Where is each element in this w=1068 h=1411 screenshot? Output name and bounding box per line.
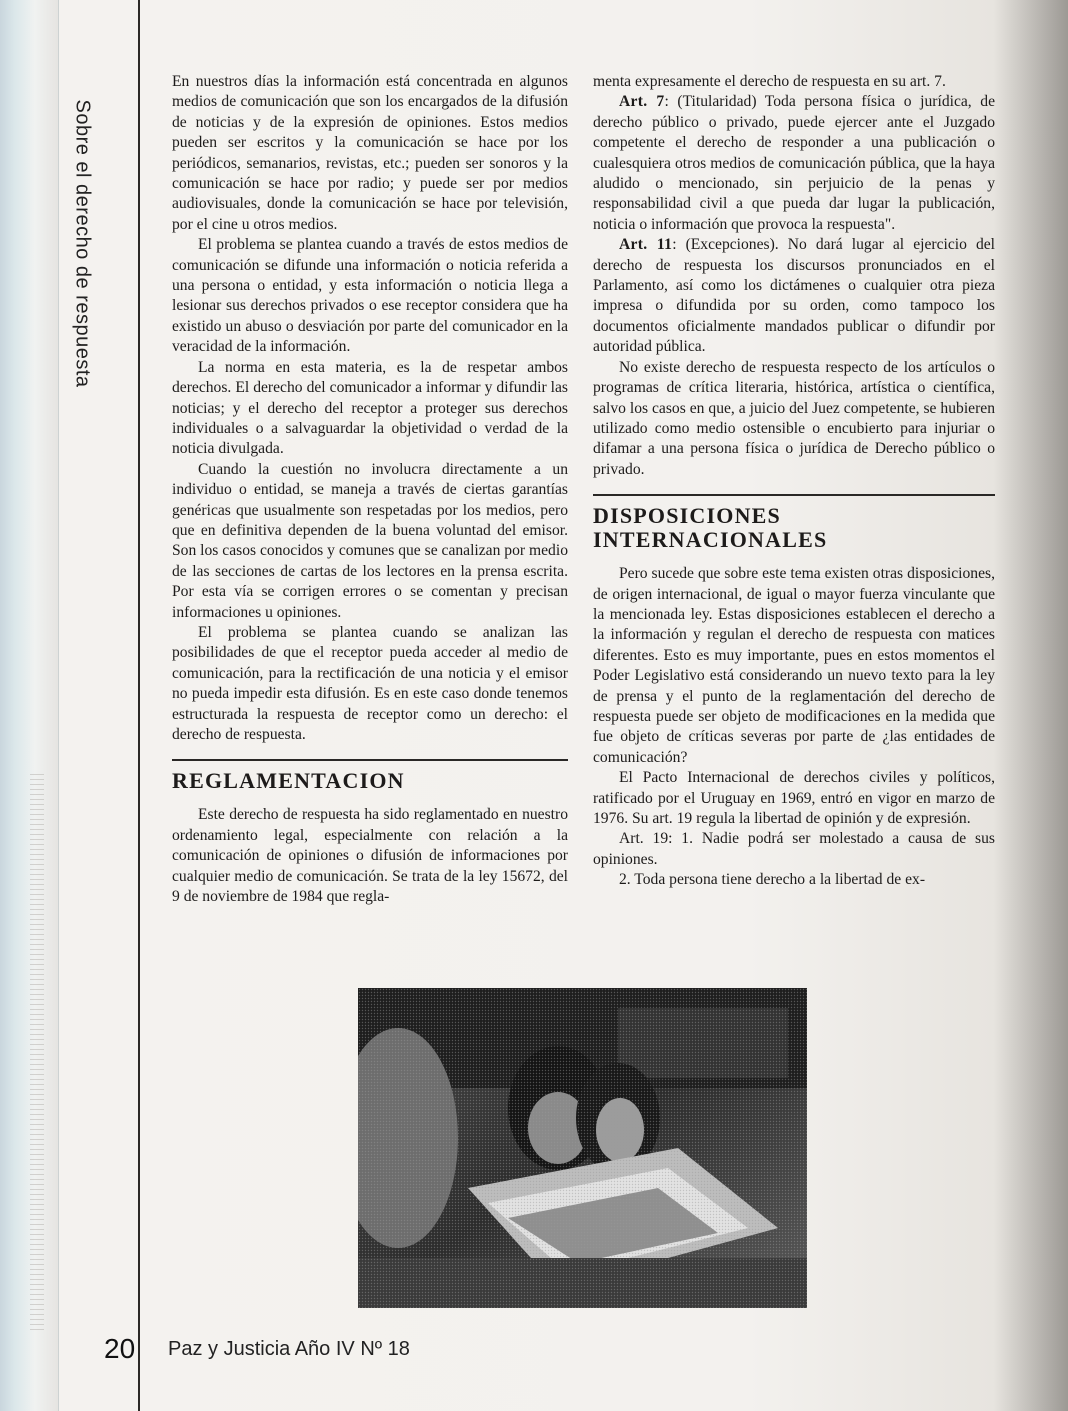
section-rule	[593, 494, 995, 496]
right-column	[593, 72, 995, 891]
section-heading-reglamentacion: REGLAMENTACION	[172, 768, 405, 794]
paragraph: Este derecho de respuesta ha sido reglamentado en nuestro ordenamiento legal, especialmente con relación a la comunicación de opiniones o difusión de informaciones por cualquier medio de comunicación. Se trata de la ley 15672, del 9 de noviembre de 1984 que regla-	[172, 806, 568, 906]
stacked-page-edges	[30, 770, 44, 1330]
left-column	[172, 72, 568, 907]
side-title: Sobre el derecho de respuesta	[71, 99, 94, 388]
paragraph: 2. Toda persona tiene derecho a la libertad de ex-	[619, 871, 926, 889]
paragraph: Pero sucede que sobre este tema existen otras disposiciones, de origen internacional, de igual o mayor fuerza vinculante que la mencionada ley. Estas disposiciones establecen el derecho a la información y regulan el derecho de respuesta con matices diferentes. Esto es muy importante, pues en estos momentos el Poder Legislativo está considerando un nuevo texto para la ley de prensa y el punto de la reglamentación del derecho de respuesta puede ser objeto de modificaciones en la medida que fue objeto de críticas severas por parte de ¿las entidades de comunicación?	[593, 565, 995, 766]
section-rule	[172, 759, 568, 761]
page-edge	[0, 0, 59, 1411]
paragraph: En nuestros días la información está concentrada en algunos medios de comunicación que son los encargados de la difusión de noticias y de la expresión de opiniones. Estos medios pueden ser escritos y la comunicación se hace por los periódicos, semanarios, revistas, etc.; pueden ser sonoros y la comunicación se hace por radio; y puede ser por medios audiovisuales, donde la comunicación se hace por televisión, por el cine u otros medios.	[172, 73, 568, 233]
publication-name: Paz y Justicia Año IV Nº 18	[168, 1338, 410, 1360]
paragraph: Art. 19: 1. Nadie podrá ser molestado a causa de sus opiniones.	[593, 830, 995, 868]
halftone-photo	[358, 988, 807, 1308]
article-7	[593, 92, 995, 235]
article-11	[593, 235, 995, 357]
article-text: : (Titularidad) Toda persona física o jurídica, de derecho público o privado, puede ejercer ante el Juzgado competente el derecho de responder a una publicación o cualesquiera otros medios de comunicación pública, que la haya aludido o mencionado, sin perjuicio de la penas y responsabilidad civil a que pueda dar lugar la publicación, noticia o información que provoca la respuesta".	[593, 93, 995, 233]
photo-illustration	[358, 988, 807, 1308]
page-number: 20	[104, 1333, 136, 1364]
article-text: : (Excepciones). No dará lugar al ejercicio del derecho de respuesta los discursos pronunciados en el Parlamento, así como los dictámenes o cualquier otra pieza impresa o difundida por su orden, como tampoco los documentos oficialmente mandados publicar o difundir por autoridad pública.	[593, 236, 995, 356]
paragraph: No existe derecho de respuesta respecto de los artículos o programas de crítica literaria, histórica, artística o científica, salvo los casos en que, a juicio del Juez competente, se hubieren utilizado como medio ostensible o encubierto para injuriar o difamar a una persona física o jurídica de Derecho público o privado.	[593, 358, 995, 478]
article-label: Art. 7	[619, 93, 665, 111]
paragraph: El Pacto Internacional de derechos civiles y políticos, ratificado por el Uruguay en 1969, entró en vigor en marzo de 1976. Su art. 19 regula la libertad de opinión y de expresión.	[593, 769, 995, 827]
section-heading-disposiciones: DISPOSICIONES INTERNACIONALES	[593, 503, 828, 553]
article-label: Art. 11	[619, 236, 673, 254]
paragraph: Cuando la cuestión no involucra directamente a un individuo o entidad, se maneja a través de ciertas garantías genéricas que usualmente son respetadas por los medios, pero que en definitiva dependen de la buena voluntad del emisor. Son los casos conocidos y comunes que se canalizan por medio de las secciones de cartas de los lectores en la prensa escrita. Por esta vía se corrigen errores o se comentan y precisan informaciones u opiniones.	[172, 460, 568, 621]
paragraph: El problema se plantea cuando se analizan las posibilidades de que el receptor pueda acceder al medio de comunicación, para la rectificación de una noticia y el emisor no pueda impedir esta difusión. Es en este caso donde tenemos estructurada la respuesta de receptor como un derecho: el derecho de respuesta.	[172, 623, 568, 743]
paragraph: La norma en esta materia, es la de respetar ambos derechos. El derecho del comunicador a informar y difundir las noticias; y el derecho del receptor a proteger sus derechos individuales o a salvaguardar la objetividad o verdad de la noticia divulgada.	[172, 358, 568, 458]
gutter-rule	[138, 0, 140, 1411]
paragraph: El problema se plantea cuando a través de estos medios de comunicación se difunde una información o noticia referida a una persona o entidad, y esta información o noticia llega a lesionar sus derechos privados o ese receptor considera que ha existido un abuso o desviación por parte del comunicador en la veracidad de la información.	[172, 236, 568, 356]
paragraph: menta expresamente el derecho de respuesta en su art. 7.	[593, 73, 946, 90]
